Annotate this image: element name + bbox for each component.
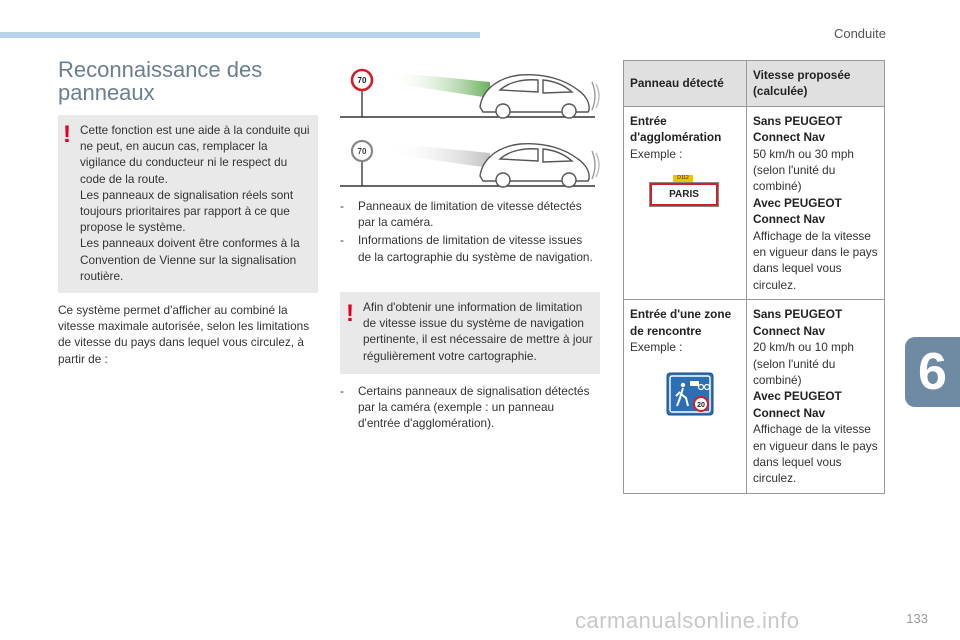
table-row (624, 106, 885, 299)
list-item: - Panneaux de limitation de vitesse détectés par la caméra. (340, 199, 582, 230)
warning-text: Afin d'obtenir une information de limitation de vitesse issue du système de navigation pertinente, il est nécessaire de mettre à jour régulièrement votre cartographie. (363, 300, 593, 363)
encounter-zone-sign-icon (666, 372, 714, 416)
without-nav-label: Sans PEUGEOT Connect Nav (753, 113, 843, 145)
with-nav-text: Affichage de la vitesse en vigueur dans le pays dans lequel vous circulez. (753, 228, 878, 292)
speed-limit-value: 70 (357, 76, 367, 85)
map-speed-limit-value: 70 (357, 147, 367, 156)
car-icon (480, 75, 599, 118)
warning-box-functional-aid (58, 115, 318, 293)
town-code-plate: D112 (673, 175, 693, 182)
header-accent-bar (0, 32, 480, 38)
town-entry-sign-icon (650, 175, 718, 206)
source-list (340, 198, 598, 265)
sign-title: Entrée d'agglomération (630, 113, 722, 145)
chapter-title: Conduite (833, 26, 886, 41)
with-nav-label: Avec PEUGEOT Connect Nav (753, 389, 842, 420)
scene-camera-detection (340, 70, 599, 118)
page-number: 133 (906, 611, 928, 626)
column-header: Panneau détecté (624, 61, 747, 107)
zone-speed-value: 20 (697, 401, 705, 409)
table-row (624, 300, 885, 493)
sign-cell (624, 106, 747, 299)
list-item: - Informations de limitation de vitesse issues de la cartographie du système de navigation. (340, 233, 593, 264)
scene-navigation-map (340, 141, 599, 187)
without-nav-text: 50 km/h ou 30 mph (selon l'unité du combiné) (753, 146, 854, 194)
speed-cell (747, 300, 885, 493)
speed-cell (747, 106, 885, 299)
warning-box-map-update (340, 292, 600, 374)
car-icon-2 (480, 144, 599, 187)
warning-icon: ! (63, 121, 71, 148)
without-nav-text: 20 km/h ou 10 mph (selon l'unité du combiné) (753, 340, 854, 387)
warning-text: Cette fonction est une aide à la conduite qui ne peut, en aucun cas, remplacer la vigilance du conducteur ni le respect du code de la route. Les panneaux de signalisation réels sont toujours prioritaires par rapport à ce que propose le système. Les panneaux doivent être conformes à la Convention de Vienne sur la signalisation routière. (80, 123, 310, 283)
source-list-2 (340, 383, 598, 432)
speed-table (623, 60, 885, 494)
column-header: Vitesse proposée (calculée) (747, 61, 885, 107)
sign-title: Entrée d'une zone de rencontre (630, 307, 732, 338)
list-item: - Certains panneaux de signalisation détectés par la caméra (exemple : un panneau d'entrée d'agglomération). (340, 384, 590, 431)
page-title: Reconnaissance des panneaux (58, 57, 263, 105)
warning-icon: ! (346, 300, 354, 327)
with-nav-text: Affichage de la vitesse en vigueur dans le pays dans lequel vous circulez. (753, 422, 878, 486)
watermark: carmanualsonline.info (575, 608, 800, 633)
with-nav-label: Avec PEUGEOT Connect Nav (753, 195, 842, 227)
example-label: Exemple : (630, 146, 683, 161)
intro-paragraph: Ce système permet d'afficher au combiné la vitesse maximale autorisée, selon les limitations de vitesse du pays dans lequel vous circulez, à partir de : (58, 303, 310, 366)
table-header-row (624, 61, 885, 107)
chapter-tab: 6 (905, 337, 960, 407)
without-nav-label: Sans PEUGEOT Connect Nav (753, 307, 843, 338)
sign-cell (624, 300, 747, 493)
speed-sign-camera-illustration (340, 62, 600, 192)
example-label: Exemple : (630, 340, 683, 355)
town-name-sign: PARIS (650, 183, 718, 206)
